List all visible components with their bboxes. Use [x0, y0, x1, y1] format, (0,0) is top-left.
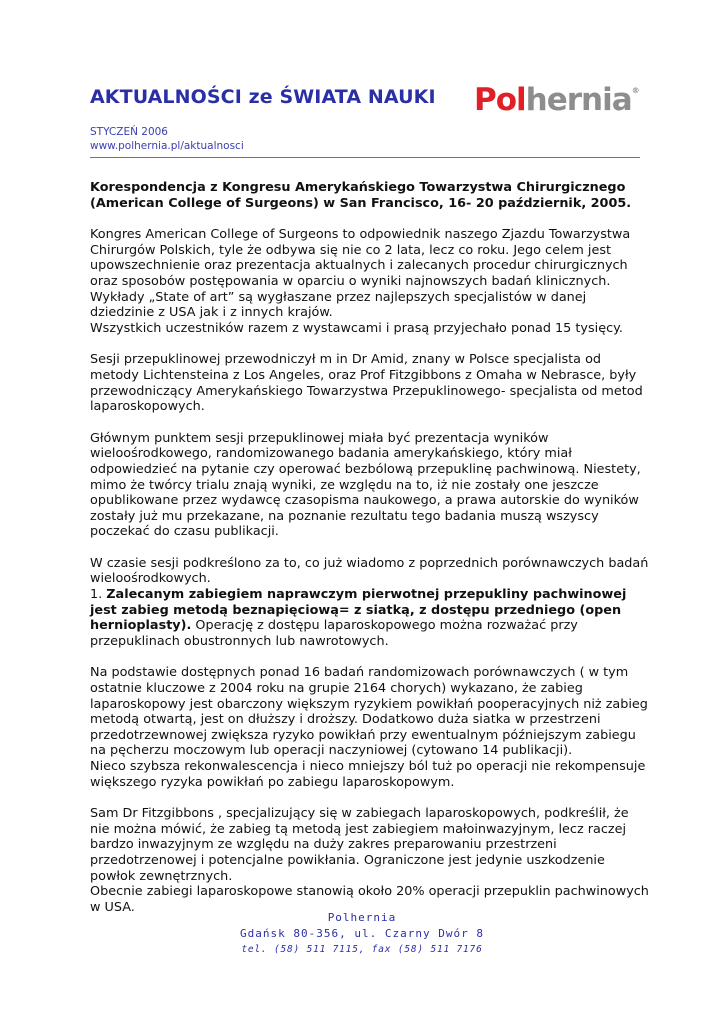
paragraph: Na podstawie dostępnych ponad 16 badań randomizowach porównawczych ( w tym ostatnie kluczowe z 2004 roku na grupie 2164 chorych) wykazano, że zabieg laparoskopowy jest obarczony większym ryzykiem powikłań pooperacyjnych niż zabieg metodą otwartą, jest on dłuższy i droższy. Dodatkowo duża siatka w przestrzeni przedotrzewnowej zwiększa ryzyko powikłań przy ewentualnym późniejszym zabiegu na pęcherzu moczowym lub operacji naczyniowej (cytowano 14 publikacji).	[90, 665, 648, 759]
logo-part-red: Pol	[474, 82, 526, 118]
paragraph: Sesji przepuklinowej przewodniczył m in Dr Amid, znany w Polsce specjalista od metody Lichtensteina z Los Angeles, oraz Prof Fitzgibbons z Omaha w Nebrasce, były przewodniczący Amerykańskiego Towarzystwa Przepuklinowego- specjalista od metod laparoskopowych.	[90, 352, 643, 415]
registered-mark: ®	[631, 86, 639, 95]
paragraph: Kongres American College of Surgeons to odpowiednik naszego Zjazdu Towarzystwa Chirurgów Polskich, tyle że odbywa się nie co 2 lata, lecz co roku. Jego celem jest upowszechnienie oraz prezentacja aktualnych i zalecanych procedur chirurgicznych oraz sposobów postępowania w oparciu o wyniki najnowszych badań klinicznych.	[90, 227, 631, 289]
website-link[interactable]: www.polhernia.pl/aktualnosci	[90, 140, 244, 152]
header-divider	[90, 157, 640, 158]
header-meta	[90, 125, 244, 153]
recommendation-bold: Zalecanym zabiegiem naprawczym pierwotnej przepukliny pachwinowej jest zabieg metodą beznapięciową= z siatką, z dostępu przedniego (open hernioplasty).	[90, 587, 627, 634]
paragraph: Wykłady „State of art” są wygłaszane przez najlepszych specjalistów w danej dziedzinie z USA jak i z innych krajów.	[90, 289, 587, 321]
footer-phone: tel. (58) 511 7115, fax (58) 511 7176	[241, 944, 483, 955]
paragraph: Sam Dr Fitzgibbons , specjalizujący się w zabiegach laparoskopowych, podkreślił, że nie można mówić, że zabieg tą metodą jest zabiegiem małoinwazyjnym, lecz raczej bardzo inwazyjnym ze względu na duży zakres preparowaniu przestrzeni przedotrzenowej i potencjalne powikłania. Ograniczone jest jedynie uszkodzenie powłok zewnętrznych.	[90, 806, 629, 884]
article-heading: Korespondencja z Kongresu Amerykańskiego Towarzystwa Chirurgicznego (American College of Surgeons) w San Francisco, 16- 20 październik, 2005.	[90, 180, 632, 211]
newsletter-title: AKTUALNOŚCI ze ŚWIATA NAUKI	[90, 86, 436, 108]
polhernia-logo	[474, 82, 639, 118]
footer-company: Polhernia	[327, 911, 397, 924]
paragraph: Obecnie zabiegi laparoskopowe stanowią około 20% operacji przepuklin pachwinowych w USA.	[90, 884, 649, 915]
footer-address: Gdańsk 80-356, ul. Czarny Dwór 8	[240, 927, 484, 940]
list-number: 1.	[90, 587, 107, 603]
recommendation-paragraph	[90, 587, 650, 649]
paragraph: Nieco szybsza rekonwalescencja i nieco mniejszy ból tuż po operacji nie rekompensuje większego ryzyka powikłań po zabiegu laparoskopowym.	[90, 759, 646, 790]
logo-part-grey: hernia	[525, 82, 632, 118]
recommendation-rest: Operację z dostępu laparoskopowego można rozważać przy przepuklinach obustronnych lub nawrotowych.	[90, 618, 578, 649]
paragraph: Wszystkich uczestników razem z wystawcami i prasą przyjechało ponad 15 tysięcy.	[90, 320, 623, 336]
issue-date: STYCZEŃ 2006	[90, 126, 168, 138]
paragraph: W czasie sesji podkreślono za to, co już wiadomo z poprzednich porównawczych badań wieloośrodkowych.	[90, 555, 649, 587]
article-body	[90, 180, 650, 915]
paragraph: Głównym punktem sesji przepuklinowej miała być prezentacja wyników wieloośrodkowego, randomizowanego badania amerykańskiego, który miał odpowiedzieć na pytanie czy operować bezbólową przepuklinę pachwinową. Niestety, mimo że twórcy trialu znają wyniki, ze względu na to, iż nie zostały one jeszcze opublikowane przez wydawcę czasopisma naukowego, a prawa autorskie do wyników zostały już mu przekazane, na poznanie rezultatu tego badania muszą wszyscy poczekać do czasu publikacji.	[90, 430, 641, 540]
